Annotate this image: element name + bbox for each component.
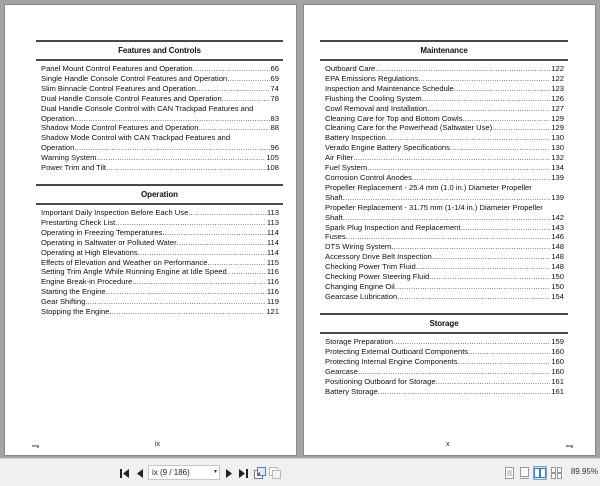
toc-entry-title: Battery Inspection: [325, 133, 386, 143]
toc-entry-page: 114: [266, 247, 279, 257]
toc-entry[interactable]: [325, 272, 564, 282]
toc-leader-dots: [177, 238, 266, 248]
toc-entry-page: 139: [551, 172, 564, 182]
toc-entry[interactable]: [325, 123, 564, 133]
toc-leader-dots: [458, 357, 551, 367]
toc-entry[interactable]: [41, 238, 279, 248]
toc-entry[interactable]: [325, 367, 564, 377]
toc-entry-page: 148: [551, 252, 564, 262]
toc-leader-dots: [115, 218, 266, 228]
toc-entry[interactable]: [325, 153, 564, 163]
toc-entry[interactable]: [325, 252, 564, 262]
previous-view-icon: [254, 467, 266, 479]
toc-entry[interactable]: [325, 337, 564, 347]
next-page-button[interactable]: [223, 466, 235, 480]
toc-entry-title: Engine Break-in Procedure: [41, 277, 133, 287]
toc-entry-page: 74: [270, 83, 279, 93]
toc-entry[interactable]: [325, 163, 564, 173]
toc-entry-page: 139: [551, 192, 564, 202]
toc-entry-page: 116: [266, 287, 279, 297]
toc-entry-title: Inspection and Maintenance Schedule: [325, 83, 454, 93]
toc-entry-title: Spark Plug Inspection and Replacement: [325, 222, 461, 232]
toc-leader-dots: [386, 133, 551, 143]
toc-entry-title: Operation: [41, 143, 75, 153]
toc-entry[interactable]: [325, 357, 564, 367]
toc-entry[interactable]: [41, 297, 279, 307]
toc-leader-dots: [393, 337, 550, 347]
page-ix: [4, 4, 297, 456]
previous-page-icon: [137, 469, 143, 478]
toc-entry-title: Positioning Outboard for Storage: [325, 376, 436, 386]
toc-leader-dots: [188, 208, 266, 218]
toc-entry-line2: [41, 114, 279, 124]
toc-entry-title: Outboard Care: [325, 64, 376, 73]
toc-entry-page: 121: [266, 307, 279, 317]
toc-entry-page: 146: [551, 232, 564, 242]
toc-leader-dots: [198, 123, 269, 133]
toc-entry-page: 78: [270, 93, 279, 103]
toc-entry-title: Operating in Saltwater or Polluted Water: [41, 237, 177, 247]
toc-entry-page: 161: [551, 386, 564, 396]
toc-entry[interactable]: [41, 277, 279, 287]
toc-entry-page: 113: [266, 208, 279, 217]
toc-leader-dots: [106, 163, 265, 173]
toc-entry[interactable]: [325, 143, 564, 153]
toc-leader-dots: [418, 74, 550, 84]
footer-page-number: x: [446, 441, 450, 448]
toc-entry-title: Gearcase Lubrication: [325, 291, 398, 301]
toc-entry-page: 129: [551, 113, 564, 123]
toc-entry-page: 115: [266, 257, 279, 267]
toc-leader-dots: [132, 277, 266, 287]
toc-entry-title: Effects of Elevation and Weather on Performance: [41, 257, 208, 267]
toc-leader-dots: [85, 297, 266, 307]
toc-entry-title: Operating in Freezing Temperatures: [41, 227, 163, 237]
toc-entry-title: Air Filter: [325, 153, 354, 163]
toc-entry-title: Dual Handle Console Control Features and Operation: [41, 93, 222, 103]
toc-entry[interactable]: [325, 114, 564, 124]
toc-entry[interactable]: [325, 94, 564, 104]
toc-leader-dots: [207, 258, 265, 268]
section-title: Maintenance: [420, 46, 468, 55]
toc-entry-title: Stopping the Engine: [41, 307, 110, 317]
toc-entry-title: Important Daily Inspection Before Each Use: [41, 208, 189, 217]
toc-leader-dots: [343, 213, 551, 223]
toc-entry-title: Shadow Mode Control Features and Operation: [41, 123, 199, 133]
toc-entry-page: 159: [551, 337, 564, 346]
previous-page-button[interactable]: [134, 466, 146, 480]
toc-entry[interactable]: [325, 292, 564, 302]
section-title: Storage: [429, 319, 459, 328]
page-x: [303, 4, 596, 456]
toc-entry-line2: [325, 193, 564, 203]
previous-view-button[interactable]: [253, 466, 267, 480]
toc-leader-dots: [492, 123, 550, 133]
toc-entry-page: 160: [551, 346, 564, 356]
toc-entry-line2: [41, 143, 279, 153]
toc-leader-dots: [96, 153, 265, 163]
toc-entry[interactable]: [41, 218, 279, 228]
toc-entry-title: Cleaning Care for the Powerhead (Saltwater Use): [325, 123, 493, 133]
toc-leader-dots: [461, 223, 551, 233]
toc-entry-page: 126: [551, 93, 564, 103]
footer-language-code: eng: [32, 443, 40, 448]
toc-entry-page: 96: [270, 143, 279, 153]
toc-entry-title: DTS Wiring System: [325, 242, 392, 252]
toc-entry-title: Operation: [41, 113, 75, 123]
toc-leader-dots: [162, 228, 265, 238]
toc-leader-dots: [353, 153, 550, 163]
toc-entry[interactable]: [41, 123, 279, 133]
toc-entry[interactable]: [325, 377, 564, 387]
toc-entry-title: Shaft: [325, 212, 343, 222]
toc-entry-title: Changing Engine Oil: [325, 281, 395, 291]
toc-entry[interactable]: [325, 347, 564, 357]
toc-leader-dots: [422, 94, 551, 104]
toc-entry[interactable]: [41, 74, 279, 84]
toc-entry-page: 69: [270, 73, 279, 83]
zoom-level[interactable]: 89.95%: [570, 467, 598, 476]
continuous-view-icon: [520, 467, 529, 479]
section-title: Operation: [141, 190, 178, 199]
toc-entry[interactable]: [325, 104, 564, 114]
toc-entry[interactable]: [41, 153, 279, 163]
toc-leader-dots: [416, 262, 551, 272]
toc-entry-page: 122: [551, 64, 564, 73]
toc-entry-page: 142: [551, 212, 564, 222]
toc-entry-title: Gear Shifting: [41, 297, 86, 307]
toc-entry-title: Setting Trim Angle While Running Engine at Idle Speed: [41, 267, 227, 277]
page-dropdown-arrow-icon[interactable]: ▾: [213, 469, 217, 475]
toc-entry-line2: [325, 213, 564, 223]
toc-entry[interactable]: [325, 173, 564, 183]
toc-entry-page: 114: [266, 237, 279, 247]
toc-entry-title: EPA Emissions Regulations: [325, 73, 419, 83]
toc-entry[interactable]: [41, 163, 279, 173]
facing-pages-view-icon: [534, 468, 546, 478]
toc-leader-dots: [74, 143, 269, 153]
toc-entry-title: Gearcase: [325, 366, 358, 376]
toc-entry-title: Cowl Removal and Installation: [325, 103, 428, 113]
facing-pages-view-button[interactable]: [533, 466, 547, 480]
page-number-value: ix (9 / 186): [152, 468, 190, 477]
navigation-toolbar: [0, 458, 600, 486]
toc-leader-dots: [462, 114, 550, 124]
toc-entry-page: 123: [551, 83, 564, 93]
toc-entry-title: Fuses: [325, 232, 346, 242]
toc-leader-dots: [397, 292, 550, 302]
toc-entry-title-line1: Dual Handle Console Control with CAN Trackpad Features and: [41, 103, 254, 113]
toc-entry-title: Shaft: [325, 192, 343, 202]
toc-entry-page: 143: [551, 222, 564, 232]
toc-entry[interactable]: [325, 74, 564, 84]
toc-entry[interactable]: [41, 267, 279, 277]
toc-section-storage: [320, 313, 568, 396]
toc-leader-dots: [196, 84, 270, 94]
toc-leader-dots: [358, 367, 550, 377]
toc-entry-title: Protecting Internal Engine Components: [325, 356, 458, 366]
toc-entry-title: Checking Power Trim Fluid: [325, 262, 416, 272]
toc-entry-page: 108: [266, 163, 279, 173]
toc-leader-dots: [193, 64, 270, 74]
toc-entry-title: Flushing the Cooling System: [325, 93, 422, 103]
first-page-icon: [120, 469, 130, 478]
toc-entry[interactable]: [41, 208, 279, 218]
toc-entry[interactable]: [325, 64, 564, 74]
toc-entry-title-line1: Shadow Mode Control with CAN Trackpad Features and: [41, 133, 231, 143]
toc-entry-page: 161: [551, 376, 564, 386]
toc-entry[interactable]: [325, 133, 564, 143]
toc-entry-title: Prestarting Check List: [41, 217, 116, 227]
single-page-view-icon: [505, 467, 514, 479]
toc-entry-page: 88: [270, 123, 279, 133]
toc-entry-title: Operating at High Elevations: [41, 247, 138, 257]
toc-section-operation: [36, 184, 283, 317]
toc-entry-title: Starting the Engine: [41, 287, 106, 297]
continuous-view-button[interactable]: [518, 466, 530, 480]
toc-entry-title: Battery Storage: [325, 386, 378, 396]
toc-leader-dots: [391, 242, 550, 252]
toc-leader-dots: [367, 163, 550, 173]
toc-leader-dots: [343, 193, 551, 203]
toc-leader-dots: [375, 64, 550, 74]
toc-entry[interactable]: [325, 282, 564, 292]
toc-leader-dots: [436, 377, 551, 387]
toc-entry[interactable]: [325, 242, 564, 252]
toc-entry[interactable]: [41, 104, 279, 124]
toc-entry[interactable]: [325, 387, 564, 397]
toc-entry[interactable]: [41, 228, 279, 238]
toc-entry-page: 127: [551, 103, 564, 113]
toc-entry[interactable]: [325, 232, 564, 242]
toc-entry-page: 154: [551, 291, 564, 301]
footer-page-number: ix: [155, 441, 161, 448]
toc-entry-title: Fuel System: [325, 163, 368, 173]
toc-entry[interactable]: [41, 248, 279, 258]
page-number-field[interactable]: [148, 465, 220, 480]
toc-leader-dots: [346, 232, 551, 242]
toc-section-maintenance: [320, 40, 568, 302]
toc-entry-title: Power Trim and Tilt: [41, 163, 106, 173]
next-view-icon: [269, 467, 281, 479]
toc-entry-page: 148: [551, 262, 564, 272]
continuous-facing-view-icon: [551, 467, 562, 479]
next-view-button[interactable]: [268, 466, 282, 480]
toc-leader-dots: [468, 347, 550, 357]
toc-leader-dots: [395, 282, 551, 292]
toc-leader-dots: [412, 173, 550, 183]
next-page-icon: [226, 469, 232, 478]
toc-entry-page: 129: [551, 123, 564, 133]
toc-leader-dots: [106, 287, 266, 297]
toc-entry-title-line1: Propeller Replacement - 31.75 mm (1-1/4 in.) Diameter Propeller: [325, 202, 543, 212]
toc-entry-title: Accessory Drive Belt Inspection: [325, 252, 432, 262]
toc-leader-dots: [227, 74, 269, 84]
toc-leader-dots: [74, 114, 269, 124]
toc-entries: [36, 205, 283, 317]
toc-entry[interactable]: [41, 94, 279, 104]
single-page-view-button[interactable]: [503, 466, 515, 480]
toc-entry[interactable]: [325, 223, 564, 233]
toc-entry-page: 116: [266, 277, 279, 287]
continuous-facing-view-button[interactable]: [550, 466, 562, 480]
toc-entry-title: Corrosion Control Anodes: [325, 172, 412, 182]
toc-entry-title: Checking Power Steering Fluid: [325, 272, 430, 282]
toc-entry-page: 66: [270, 64, 279, 73]
toc-entry[interactable]: [41, 258, 279, 268]
toc-entries: [320, 334, 568, 396]
toc-entry-page: 122: [551, 73, 564, 83]
toc-leader-dots: [450, 143, 550, 153]
toc-leader-dots: [222, 94, 270, 104]
toc-entry-title: Single Handle Console Control Features and Operation: [41, 73, 228, 83]
toc-entry[interactable]: [325, 262, 564, 272]
toc-entry-page: 113: [266, 217, 279, 227]
toc-entry-page: 132: [551, 153, 564, 163]
toc-entry[interactable]: [41, 307, 279, 317]
section-title: Features and Controls: [118, 46, 201, 55]
toc-entries: [320, 61, 568, 302]
toc-entry-page: 134: [551, 163, 564, 173]
toc-leader-dots: [454, 84, 551, 94]
toc-entry[interactable]: [325, 183, 564, 203]
toc-entry-page: 160: [551, 356, 564, 366]
toc-entry[interactable]: [325, 203, 564, 223]
toc-entry-title: Warning System: [41, 153, 97, 163]
toc-entry-page: 160: [551, 366, 564, 376]
toc-entry-page: 114: [266, 227, 279, 237]
toc-section-features-and-controls: [36, 40, 283, 173]
toc-entry-page: 148: [551, 242, 564, 252]
toc-entry-page: 130: [551, 133, 564, 143]
toc-entry-title: Protecting External Outboard Components: [325, 346, 469, 356]
toc-entry-page: 105: [266, 153, 279, 163]
toc-leader-dots: [138, 248, 266, 258]
footer-language-code: eng: [566, 443, 574, 448]
toc-entry[interactable]: [41, 287, 279, 297]
toc-entry-page: 130: [551, 143, 564, 153]
toc-entry-title: Storage Preparation: [325, 337, 393, 346]
toc-entry-page: 119: [266, 297, 279, 307]
first-page-button[interactable]: [118, 466, 132, 480]
toc-entry-page: 150: [551, 281, 564, 291]
toc-entry-page: 83: [270, 113, 279, 123]
toc-leader-dots: [227, 267, 266, 277]
toc-leader-dots: [378, 387, 551, 397]
toc-entry-title: Cleaning Care for Top and Bottom Cowls: [325, 113, 463, 123]
toc-entry[interactable]: [41, 133, 279, 153]
toc-leader-dots: [109, 307, 265, 317]
toc-leader-dots: [429, 272, 550, 282]
last-page-icon: [239, 469, 249, 478]
toc-leader-dots: [432, 252, 551, 262]
toc-entry[interactable]: [325, 84, 564, 94]
toc-entry-title: Panel Mount Control Features and Operation: [41, 64, 193, 73]
toc-entry-title: Slim Binnacle Control Features and Operation: [41, 83, 196, 93]
toc-entry[interactable]: [41, 64, 279, 74]
toc-leader-dots: [427, 104, 550, 114]
toc-entry-title: Verado Engine Battery Specifications: [325, 143, 450, 153]
toc-entry-page: 116: [266, 267, 279, 277]
toc-entry[interactable]: [41, 84, 279, 94]
last-page-button[interactable]: [237, 466, 251, 480]
toc-entry-page: 150: [551, 272, 564, 282]
toc-entries: [36, 61, 283, 173]
toc-entry-title-line1: Propeller Replacement - 25.4 mm (1.0 in.) Diameter Propeller: [325, 182, 532, 192]
